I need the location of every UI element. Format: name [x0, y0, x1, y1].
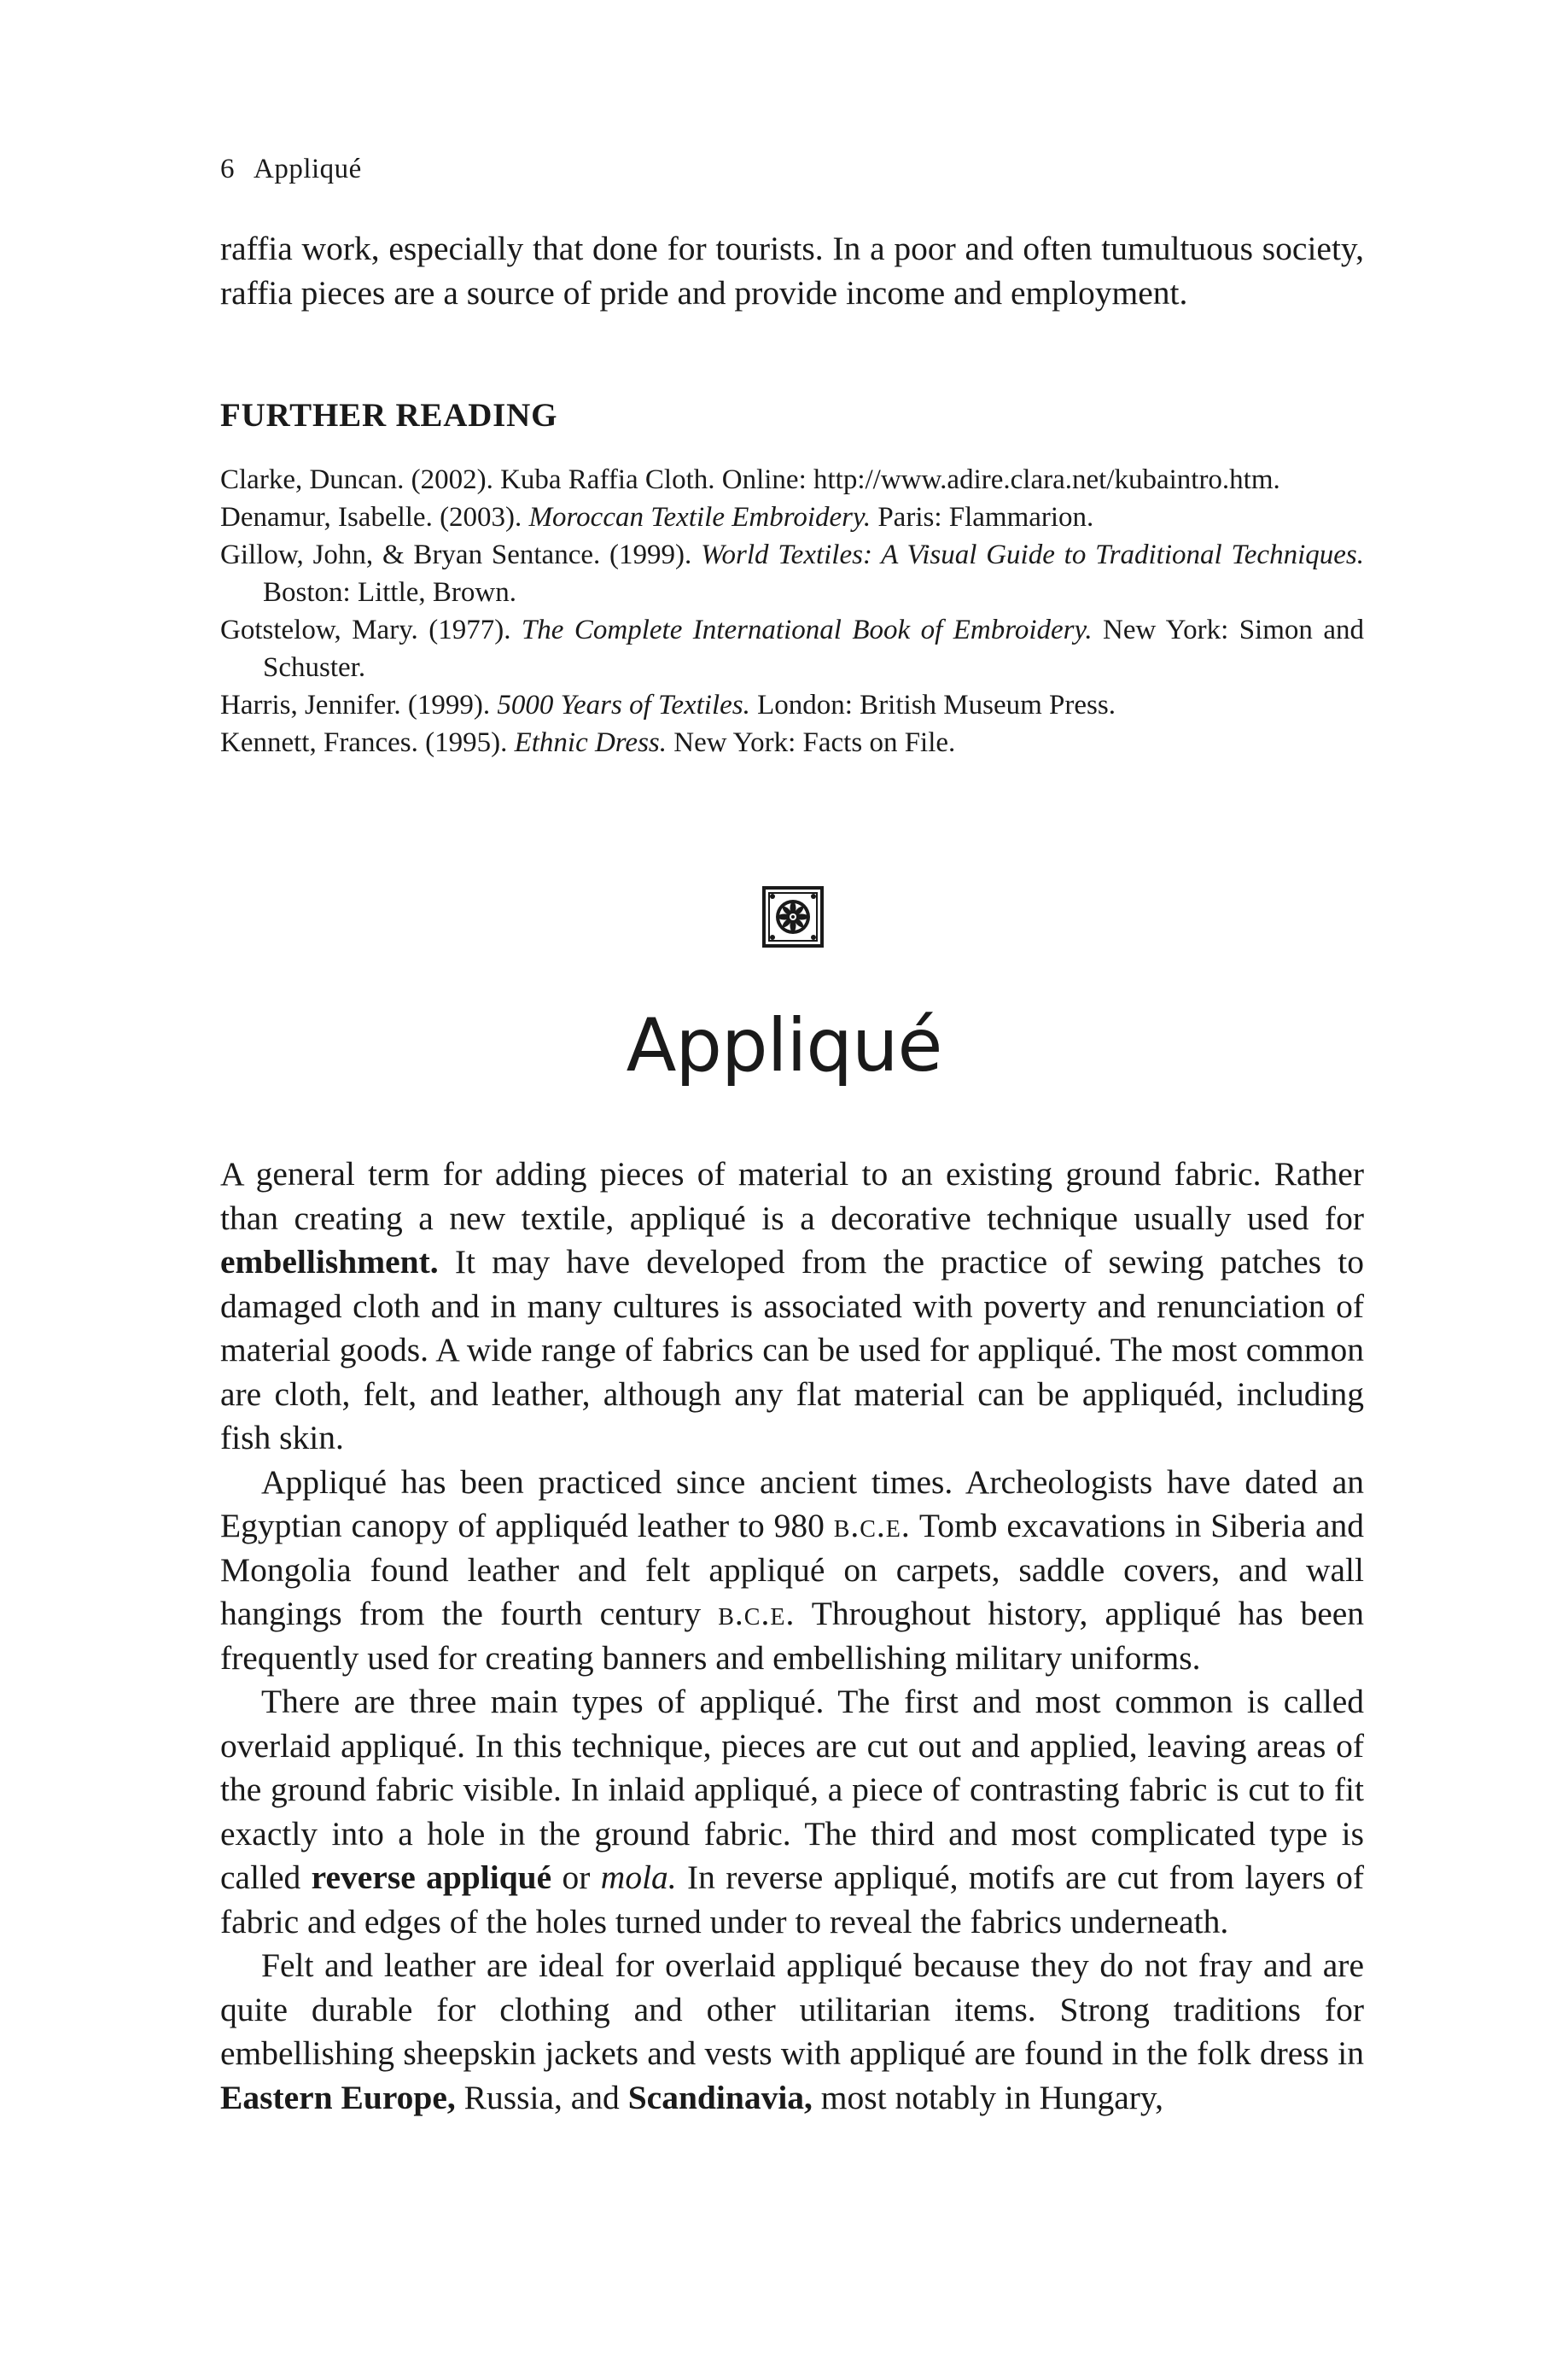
reference-item: [220, 499, 1364, 536]
era-abbreviation: b.c.e.: [718, 1595, 796, 1632]
body-paragraph: [220, 1152, 1364, 1461]
reference-title: The Complete International Book of Embroidery.: [521, 615, 1093, 645]
entry-title: Appliqué: [626, 1003, 942, 1088]
text-run: Russia, and: [455, 2078, 628, 2116]
cross-reference-term: Eastern Europe,: [220, 2078, 456, 2116]
text-run: or: [551, 1858, 601, 1896]
reference-author: Denamur, Isabelle. (2003).: [220, 502, 529, 533]
ornamental-tile-icon: [762, 886, 824, 948]
text-run: Tomb excavations in Siberia and Mongolia found leather and felt appliqué on carpets, saddle covers, and wall hangings from the fourth century: [220, 1507, 1364, 1632]
text-run: There are three main types of appliqué. The first and most common is called overlaid appliqué. In this technique, pieces are cut out and applied, leaving areas of the ground fabric visible. In inlaid appliqué, a piece of contrasting fabric is cut to fit exactly into a hole in the ground fabric. The third and most complicated type is called: [220, 1683, 1364, 1896]
reference-publisher: London: British Museum Press.: [749, 690, 1116, 721]
era-abbreviation: b.c.e.: [833, 1507, 911, 1544]
reference-item: [220, 536, 1364, 611]
text-run: It may have developed from the practice of sewing patches to damaged cloth and in many cultures is associated with poverty and renunciation of material goods. A wide range of fabrics can be used for appliqué. The most common are cloth, felt, and leather, although any flat material can be appliquéd, including fish skin.: [220, 1243, 1364, 1456]
intro-section: [220, 227, 1364, 315]
reference-publisher: Boston: Little, Brown.: [263, 577, 516, 608]
running-head-title: Appliqué: [254, 154, 362, 184]
reference-author: Gillow, John, & Bryan Sentance. (1999).: [220, 540, 702, 570]
reference-title: Moroccan Textile Embroidery.: [528, 502, 871, 533]
italic-term: mola.: [600, 1858, 677, 1896]
further-reading-heading: FURTHER READING: [220, 397, 558, 434]
reference-author: Harris, Jennifer. (1999).: [220, 690, 498, 721]
text-run: Throughout history, appliqué has been frequently used for creating banners and embellishing military uniforms.: [220, 1595, 1365, 1677]
body-paragraph: [220, 1461, 1364, 1681]
reference-author: Kennett, Frances. (1995).: [220, 727, 515, 758]
text-run: A general term for adding pieces of material to an existing ground fabric. Rather than creating a new textile, appliqué is a decorative technique usually used for: [220, 1155, 1364, 1237]
cross-reference-term: Scandinavia,: [627, 2078, 813, 2116]
reference-publisher: Paris: Flammarion.: [871, 502, 1094, 533]
intro-paragraph: raffia work, especially that done for tourists. In a poor and often tumultuous society, raffia pieces are a source of pride and provide income and employment.: [220, 230, 1364, 312]
body-paragraph: [220, 1680, 1364, 1944]
body-paragraph: [220, 1944, 1364, 2120]
page-number: 6: [220, 154, 235, 184]
reference-item: [220, 686, 1364, 724]
reference-publisher: New York: Simon and Schuster.: [263, 615, 1364, 683]
entry-body: [220, 1152, 1364, 2120]
text-run: Felt and leather are ideal for overlaid appliqué because they do not fray and are quite durable for clothing and other utilitarian items. Strong traditions for embellishing sheepskin jackets and vests with appliqué are found in the folk dress in: [220, 1946, 1364, 2072]
reference-title: Ethnic Dress.: [514, 727, 667, 758]
reference-publisher: New York: Facts on File.: [667, 727, 956, 758]
reference-item: [220, 724, 1364, 761]
running-head: [220, 154, 362, 185]
reference-item: [220, 611, 1364, 686]
text-run: In reverse appliqué, motifs are cut from layers of fabric and edges of the holes turned under to reveal the fabrics underneath.: [220, 1858, 1365, 1940]
reference-title: World Textiles: A Visual Guide to Traditional Techniques.: [701, 540, 1364, 570]
reference-item: [220, 461, 1364, 499]
reference-title: 5000 Years of Textiles.: [497, 690, 750, 721]
reference-text: Clarke, Duncan. (2002). Kuba Raffia Cloth. Online: http://www.adire.clara.net/kubaintro.htm.: [220, 464, 1280, 495]
cross-reference-term: embellishment.: [220, 1243, 439, 1281]
reference-author: Gotstelow, Mary. (1977).: [220, 615, 522, 645]
text-run: Appliqué has been practiced since ancient times. Archeologists have dated an Egyptian canopy of appliquéd leather to 980: [220, 1462, 1364, 1544]
cross-reference-term: reverse appliqué: [311, 1858, 552, 1896]
text-run: most notably in Hungary,: [812, 2078, 1163, 2116]
reference-list: [220, 461, 1364, 761]
